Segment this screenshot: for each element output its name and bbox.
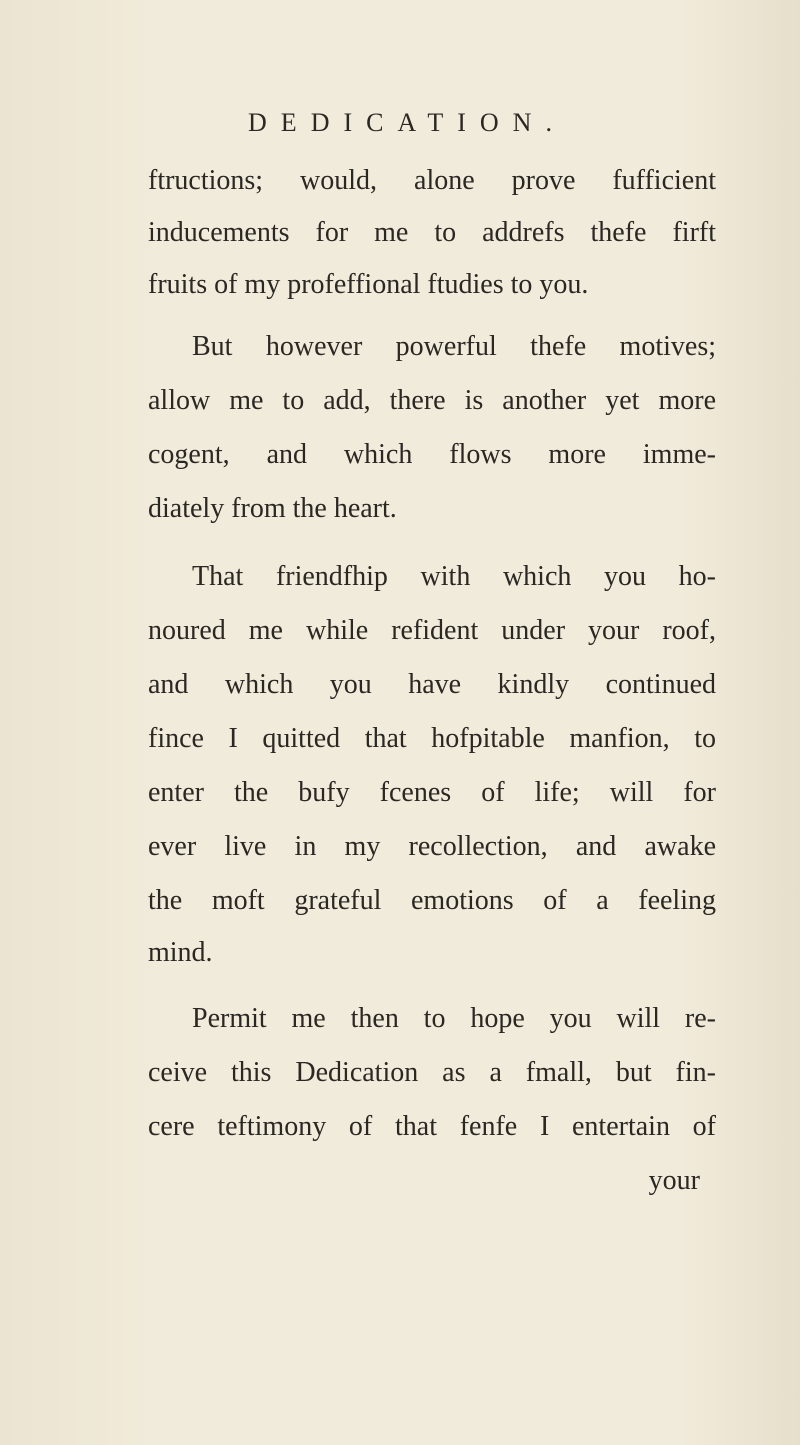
text-line: noured me while refident under your roof, xyxy=(148,615,716,646)
text-line: ftructions; would, alone prove fufficient xyxy=(148,165,716,196)
text-line: the moft grateful emotions of a feeling xyxy=(148,885,716,916)
running-header: DEDICATION. xyxy=(248,108,566,137)
text-line: ceive this Dedication as a fmall, but fin- xyxy=(148,1057,716,1088)
text-line: inducements for me to addrefs thefe firft xyxy=(148,217,716,248)
text-line: allow me to add, there is another yet more xyxy=(148,385,716,416)
text-line: mind. xyxy=(148,937,213,968)
text-line: and which you have kindly continued xyxy=(148,669,716,700)
text-line: cogent, and which flows more imme- xyxy=(148,439,716,470)
catchword: your xyxy=(648,1165,700,1196)
text-line: ever live in my recollection, and awake xyxy=(148,831,716,862)
text-line: That friendfhip with which you ho- xyxy=(192,561,716,592)
text-line: cere teftimony of that fenfe I entertain of xyxy=(148,1111,716,1142)
text-line: fruits of my profeffional ftudies to you. xyxy=(148,269,589,300)
text-line: enter the bufy fcenes of life; will for xyxy=(148,777,716,808)
text-line: diately from the heart. xyxy=(148,493,397,524)
text-line: fince I quitted that hofpitable manfion, to xyxy=(148,723,716,754)
text-line: But however powerful thefe motives; xyxy=(192,331,716,362)
text-line: Permit me then to hope you will re- xyxy=(192,1003,716,1034)
